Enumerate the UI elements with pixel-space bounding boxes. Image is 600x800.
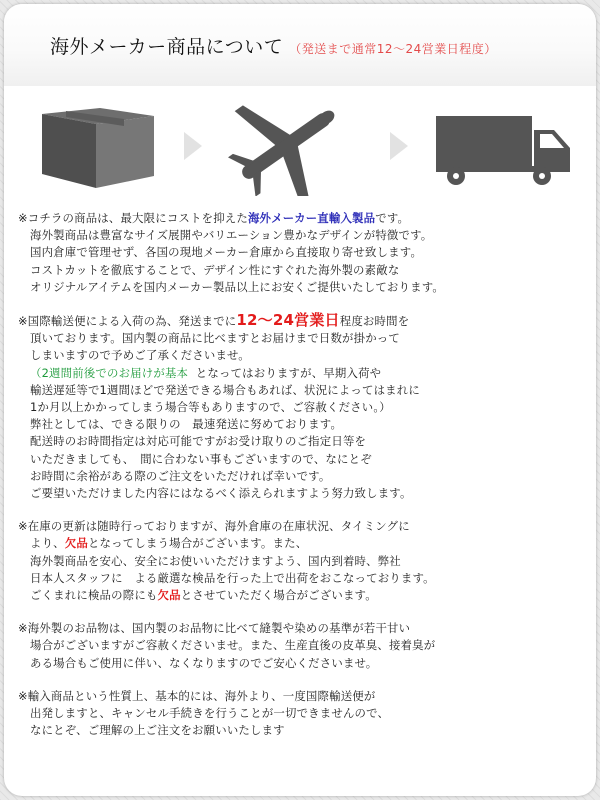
notice-text: 配送時のお時間指定は対応可能ですがお受け取りのご指定日等を <box>30 434 367 449</box>
notice-text: コストカットを徹底することで、デザイン性にすぐれた海外製の素敵な <box>30 262 400 277</box>
notice-text: 程度お時間を <box>339 314 410 329</box>
notice-body <box>18 210 586 755</box>
arrow-right-icon <box>184 132 202 160</box>
notice-text: 海外製商品は豊富なサイズ展開やバリエーション豊かなデザインが特徴です。 <box>30 228 433 243</box>
notice-text: より、 <box>30 536 65 551</box>
highlight-text: 12～24営業日 <box>236 311 340 330</box>
notice-text: 出発しますと、キャンセル手続きを行うことが一切できませんので、 <box>30 706 390 721</box>
notice-text: ※国際輸送便による入荷の為、発送までに <box>18 314 237 329</box>
notice-shipping-time <box>18 312 586 502</box>
notice-text: なにとぞ、ご理解の上ご注文をお願いいたします <box>30 723 285 738</box>
highlight-text: （2週間前後でのお届けが基本 <box>30 365 189 380</box>
header <box>4 4 596 86</box>
notice-text: ※在庫の更新は随時行っておりますが、海外倉庫の在庫状況、タイミングに <box>18 519 410 534</box>
notice-text: 日本人スタッフに よる厳選な検品を行った上で出荷をおこなっております。 <box>30 570 435 585</box>
notice-text: いただきましても、 間に合わない事もございますので、なにとぞ <box>30 451 372 466</box>
page-title <box>50 32 497 59</box>
content-panel <box>4 4 596 796</box>
truck-icon <box>436 116 570 185</box>
notice-text: 輸送遅延等で1週間ほどで発送できる場合もあれば、状況によってはまれに <box>30 382 420 397</box>
notice-text: ※海外製のお品物は、国内製のお品物に比べて縫製や染めの基準が若干甘い <box>18 621 411 636</box>
notice-quality <box>18 620 586 672</box>
notice-import-products <box>18 210 586 296</box>
notice-text: です。 <box>375 211 410 225</box>
highlight-text: 海外メーカー直輸入製品 <box>247 211 376 225</box>
notice-text: 1か月以上かかってしまう場合等もありますので、ご容赦ください。） <box>30 400 391 415</box>
notice-stock <box>18 518 586 604</box>
notice-text: 海外製商品を安心、安全にお使いいただけますよう、国内到着時、弊社 <box>30 553 401 568</box>
notice-text: 国内倉庫で管理せず、各国の現地メーカー倉庫から直接取り寄せ致します。 <box>30 245 423 260</box>
highlight-text: 欠品 <box>64 536 88 551</box>
highlight-text: 欠品 <box>157 588 181 603</box>
notice-text: 弊社としては、できる限りの 最速発送に努めております。 <box>30 417 343 432</box>
notice-cancellation <box>18 688 586 740</box>
title-text: 海外メーカー商品について <box>50 36 284 58</box>
notice-text: ※コチラの商品は、最大限にコストを抑えた <box>18 211 248 225</box>
notice-text: となってはおりますが、早期入荷や <box>195 365 382 380</box>
title-subtitle: （発送まで通常12～24営業日程度） <box>289 42 497 56</box>
notice-text: となってしまう場合がございます。また、 <box>87 536 308 551</box>
box-icon <box>42 108 154 188</box>
notice-text: しまいますので予めご了承くださいませ。 <box>30 348 250 363</box>
notice-text: オリジナルアイテムを国内メーカー製品以上にお安くご提供いたしております。 <box>30 279 444 294</box>
notice-text: ※輸入商品という性質上、基本的には、海外より、一度国際輸送便が <box>18 688 376 703</box>
notice-text: 頂いております。国内製の商品に比べますとお届けまで日数が掛かって <box>30 331 400 346</box>
notice-text: 場合がございますがご容赦くださいませ。また、生産直後の皮革臭、接着臭が <box>30 638 436 653</box>
notice-text: お時間に余裕がある際のご注文をいただければ幸いです。 <box>30 468 331 483</box>
notice-text: ご要望いただけました内容にはなるべく添えられますよう努力致します。 <box>30 486 412 501</box>
notice-text: とさせていただく場合がございます。 <box>180 588 377 603</box>
arrow-right-icon <box>390 132 408 160</box>
shipping-flow-graphic <box>4 86 596 196</box>
shipping-flow <box>4 86 596 196</box>
notice-text: ごくまれに検品の際にも <box>30 588 158 603</box>
notice-text: ある場合もご使用に伴い、なくなりますのでご安心くださいませ。 <box>30 655 378 670</box>
airplane-icon <box>208 86 366 196</box>
